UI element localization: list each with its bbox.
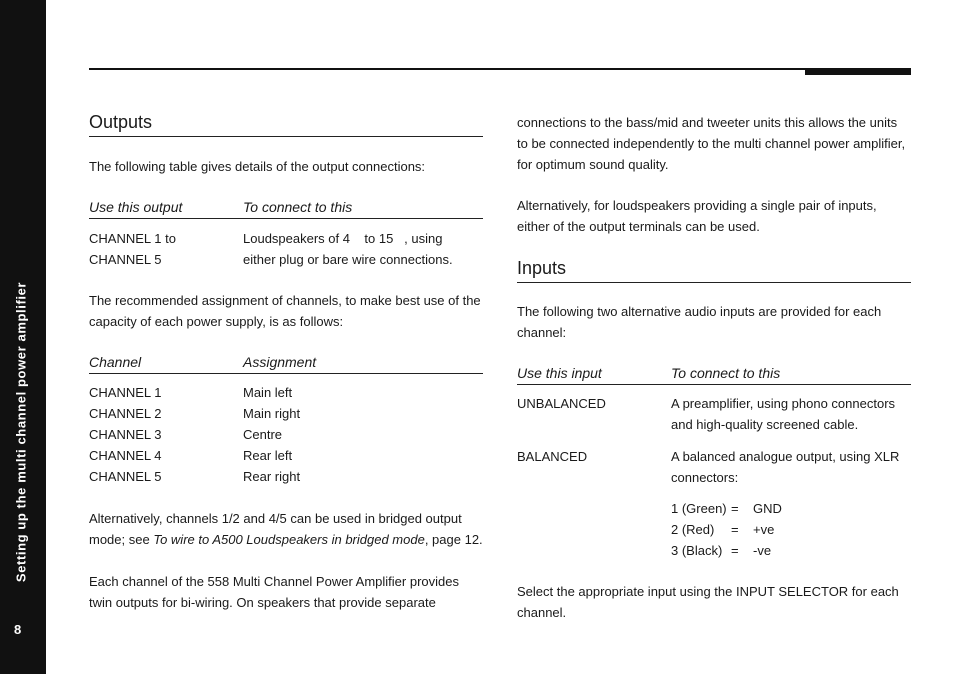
table-cell: UNBALANCED xyxy=(517,396,606,411)
table-cell: Rear left xyxy=(243,448,293,463)
table-row xyxy=(89,424,483,445)
section-title: Setting up the multi channel power amplifier xyxy=(13,281,29,583)
xlr-signal: +ve xyxy=(753,522,775,537)
table-cell: Rear right xyxy=(243,469,301,484)
xlr-equals: = xyxy=(731,543,739,558)
table-cell: CHANNEL 1 to xyxy=(89,231,176,246)
table-cell: BALANCED xyxy=(517,449,588,464)
page-number: 8 xyxy=(14,622,22,637)
column-header: To connect to this xyxy=(671,365,781,381)
outputs-table-body xyxy=(89,228,483,270)
single-pair-paragraph: Alternatively, for loudspeakers providing a single pair of inputs, either of the output terminals can be used. xyxy=(517,198,877,234)
outputs-heading: Outputs xyxy=(89,110,483,137)
inputs-table-header xyxy=(517,363,911,385)
table-row xyxy=(89,445,483,466)
column-header: Assignment xyxy=(243,354,317,370)
sidebar xyxy=(0,0,46,674)
outputs-table-header xyxy=(89,197,483,219)
xlr-pin: 1 (Green) xyxy=(671,501,727,516)
bridged-page-ref: , page 12. xyxy=(424,532,483,547)
inputs-heading: Inputs xyxy=(517,256,911,283)
table-cell: A preamplifier, using phono connectors and high-quality screened cable. xyxy=(671,396,896,432)
column-header: Use this input xyxy=(517,365,602,381)
table-cell: CHANNEL 2 xyxy=(89,406,162,421)
table-row xyxy=(89,382,483,403)
table-cell: Main right xyxy=(243,406,301,421)
xlr-equals: = xyxy=(731,522,739,537)
table-cell: Loudspeakers of 4 to 15 , using xyxy=(243,231,443,246)
table-row xyxy=(517,393,911,435)
assignment-table-header xyxy=(89,352,483,374)
assignment-intro: The recommended assignment of channels, to make best use of the capacity of each power supply, is as follows: xyxy=(89,293,481,329)
table-cell: CHANNEL 5 xyxy=(89,252,162,267)
column-header: Channel xyxy=(89,354,142,370)
xlr-signal: GND xyxy=(753,501,782,516)
table-cell: either plug or bare wire connections. xyxy=(243,252,453,267)
column-header: Use this output xyxy=(89,199,183,215)
xlr-pin-row xyxy=(671,540,911,561)
right-column xyxy=(517,112,911,623)
table-cell: CHANNEL 4 xyxy=(89,448,162,463)
bridged-text: Alternatively, channels 1/2 and 4/5 can be used in bridged output mode; see xyxy=(89,511,462,547)
table-cell: Main left xyxy=(243,385,293,400)
bridged-cross-reference[interactable]: To wire to A500 Loudspeakers in bridged mode xyxy=(153,532,425,547)
table-row xyxy=(89,403,483,424)
table-cell: A balanced analogue output, using XLR connectors: xyxy=(671,449,900,485)
left-column xyxy=(89,110,483,613)
table-cell: Centre xyxy=(243,427,283,442)
selector-note: Select the appropriate input using the INPUT SELECTOR for each channel. xyxy=(517,584,899,620)
assignment-table-body xyxy=(89,382,483,487)
biwiring-paragraph: Each channel of the 558 Multi Channel Power Amplifier provides twin outputs for bi-wiring. On speakers that provide separate xyxy=(89,574,459,610)
biwiring-continued: connections to the bass/mid and tweeter units this allows the units to be connected independently to the multi channel power amplifier, for optimum sound quality. xyxy=(517,115,906,172)
table-row xyxy=(89,249,483,270)
table-row xyxy=(517,446,911,488)
table-row xyxy=(89,466,483,487)
xlr-pin: 2 (Red) xyxy=(671,522,715,537)
inputs-intro: The following two alternative audio inputs are provided for each channel: xyxy=(517,304,882,340)
inputs-table-body xyxy=(517,393,911,488)
table-row xyxy=(89,228,483,249)
table-cell: CHANNEL 1 xyxy=(89,385,162,400)
table-cell: CHANNEL 3 xyxy=(89,427,162,442)
header-block xyxy=(805,68,911,75)
xlr-pinout xyxy=(517,498,911,561)
xlr-pin-row xyxy=(671,519,911,540)
header-rule xyxy=(89,68,805,70)
xlr-pin-row xyxy=(671,498,911,519)
column-header: To connect to this xyxy=(243,199,353,215)
xlr-equals: = xyxy=(731,501,739,516)
outputs-intro: The following table gives details of the output connections: xyxy=(89,159,426,174)
bridged-paragraph xyxy=(89,508,483,550)
table-cell: CHANNEL 5 xyxy=(89,469,162,484)
xlr-signal: -ve xyxy=(753,543,772,558)
xlr-pin: 3 (Black) xyxy=(671,543,723,558)
